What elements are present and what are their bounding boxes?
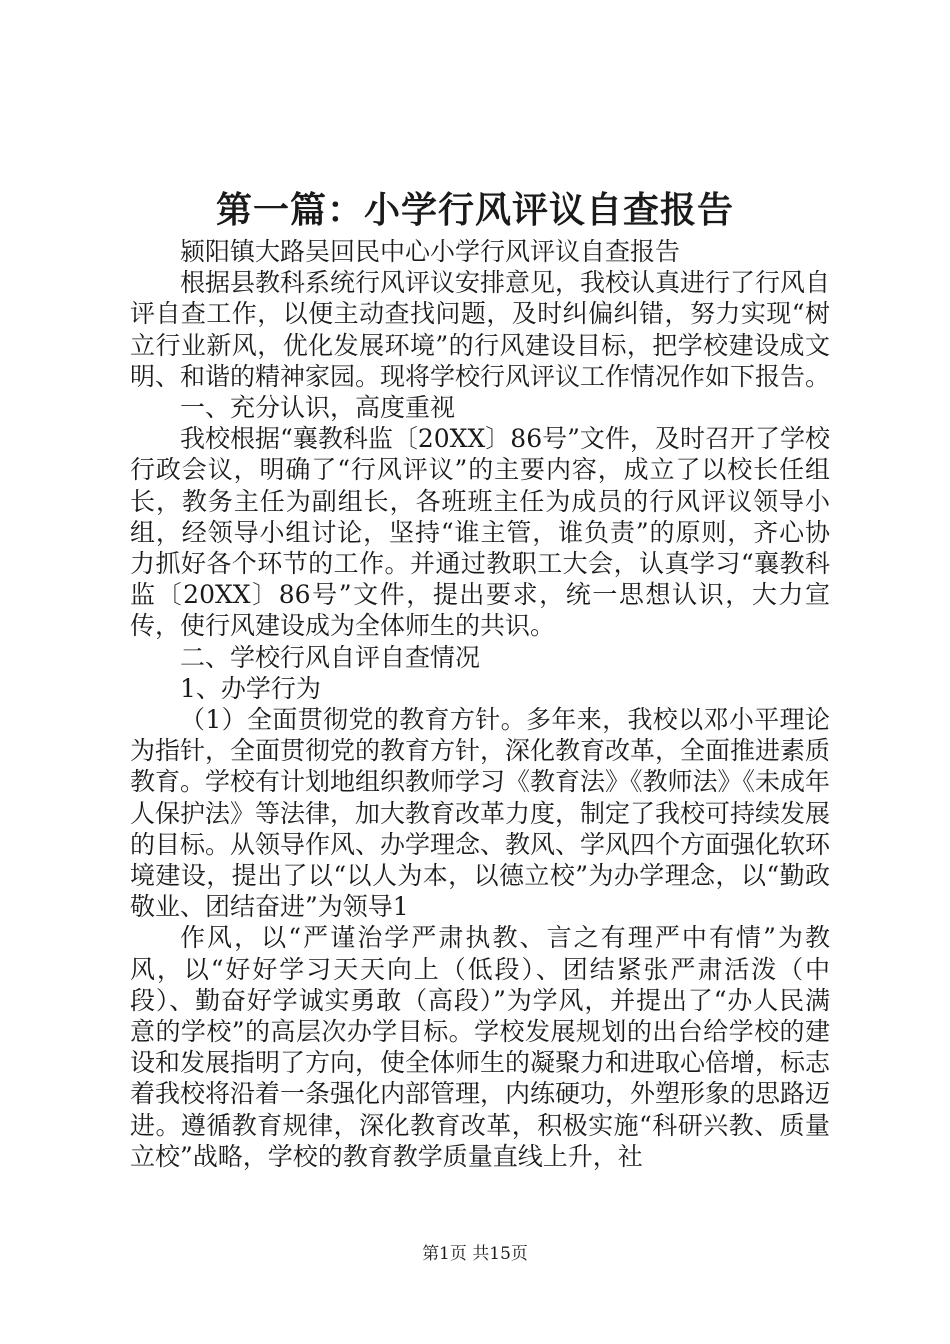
paragraph-intro: 根据县教科系统行风评议安排意见，我校认真进行了行风自评自查工作，以便主动查找问题，及时纠偏纠错，努力实现“树立行业新风，优化发展环境”的行风建设目标，把学校建设成文明、和谐的精神家园。现将学校行风评议工作情况作如下报告。 xyxy=(130,268,831,391)
document-body xyxy=(130,236,830,1172)
paragraph-item-1: （1）全面贯彻党的教育方针。多年来，我校以邓小平理论为指针，全面贯彻党的教育方针，深化教育改革，全面推进素质教育。学校有计划地组织教师学习《教育法》《教师法》《未成年人保护法》等法律，加大教育改革力度，制定了我校可持续发展的目标。从领导作风、办学理念、教风、学风四个方面强化软环境建设，提出了以“以人为本，以德立校”为办学理念，以“勤政敬业、团结奋进”为领导1 xyxy=(130,705,831,922)
paragraph-subtitle: 颍阳镇大路吴回民中心小学行风评议自查报告 xyxy=(180,237,681,266)
paragraph-continued: 作风，以“严谨治学严肃执教、言之有理严中有情”为教风，以“好好学习天天向上（低段）、团结紧张严肃活泼（中段）、勤奋好学诚实勇敢（高段）”为学风，并提出了“办人民满意的学校”的高层次办学目标。学校发展规划的出台给学校的建设和发展指明了方向，使全体师生的凝聚力和进取心倍增，标志着我校将沿着一条强化内部管理，内练硬功，外塑形象的思路迈进。遵循教育规律，深化教育改革，积极实施“科研兴教、质量立校”战略，学校的教育教学质量直线上升，社 xyxy=(130,923,831,1171)
section-heading-1: 一、充分认识，高度重视 xyxy=(180,393,456,423)
document-title: 第一篇：小学行风评议自查报告 xyxy=(215,189,734,231)
paragraph-section-1: 我校根据“襄教科监〔20XX〕86号”文件，及时召开了学校行政会议，明确了“行风评议”的主要内容，成立了以校长任组长，教务主任为副组长，各班班主任为成员的行风评议领导小组，经领导小组讨论，坚持“谁主管，谁负责”的原则，齐心协力抓好各个环节的工作。并通过教职工大会，认真学习“襄教科监〔20XX〕86号”文件，提出要求，统一思想认识，大力宣传，使行风建设成为全体师生的共识。 xyxy=(130,424,830,641)
page-number-footer: 第1页 共15页 xyxy=(422,1244,528,1264)
subsection-heading-1: 1、办学行为 xyxy=(180,673,321,703)
section-heading-2: 二、学校行风自评自查情况 xyxy=(180,642,481,672)
